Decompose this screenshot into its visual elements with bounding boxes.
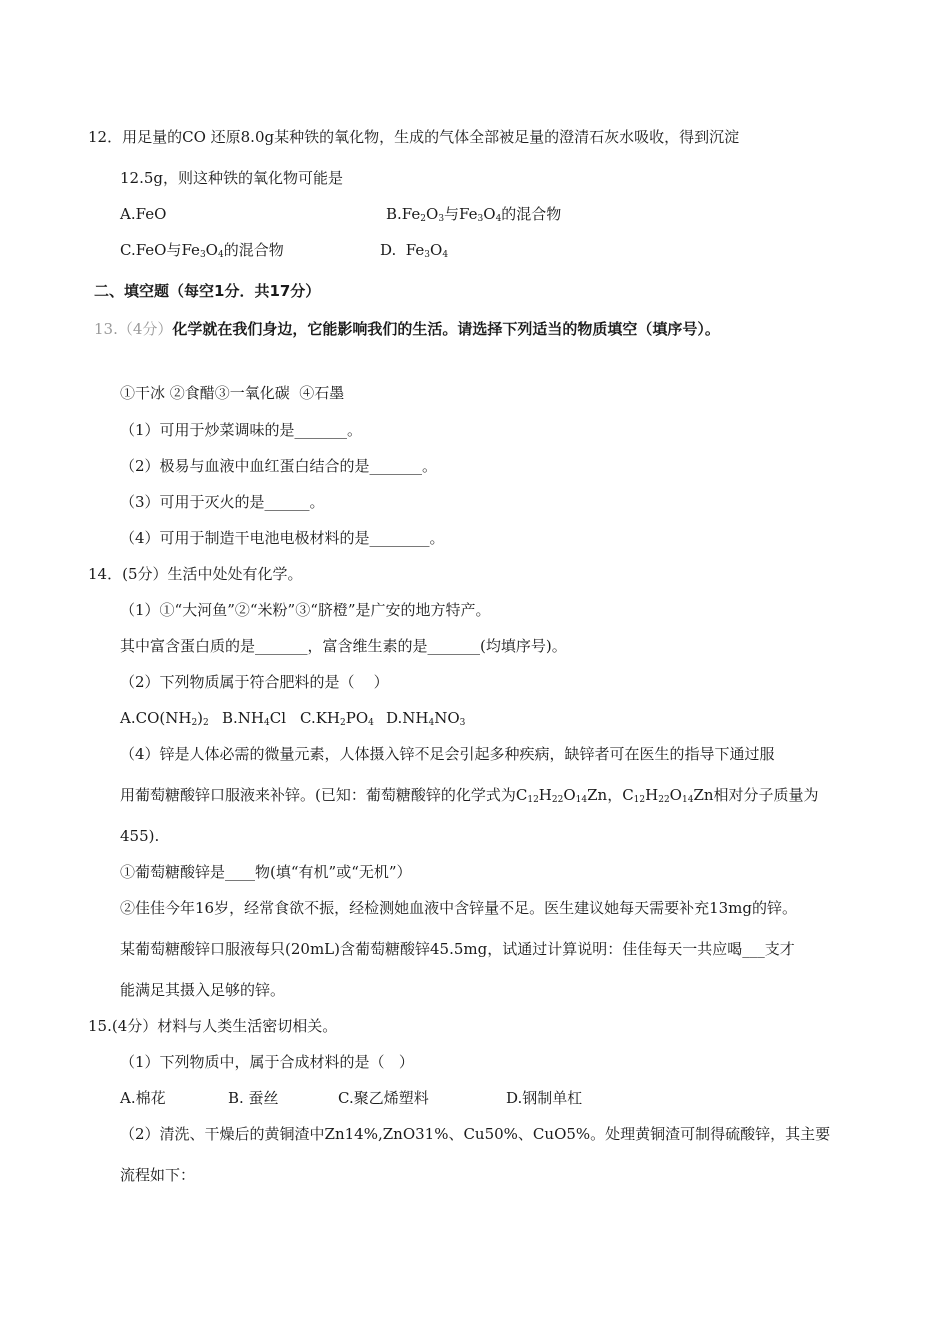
q13-blank-4: （4）可用于制造干电池电极材料的是________。	[120, 529, 445, 547]
q13-blank-3: （3）可用于灭火的是______。	[120, 493, 325, 511]
q13-number: 13.（4分）	[94, 320, 173, 338]
q15-title: 15.(4分）材料与人类生活密切相关。	[88, 1017, 338, 1035]
q14-option-a: $A.CO(NH_2)_2$	[120, 709, 209, 728]
q12-stem-line1: 12．用足量的CO 还原8.0g某种铁的氧化物，生成的气体全部被足量的澄清石灰水吸收，得到沉淀	[88, 128, 740, 146]
q14-part1: （1）①“大河鱼”②“米粉”③“脐橙”是广安的地方特产。	[120, 601, 491, 619]
q15-option-c: C.聚乙烯塑料	[338, 1089, 429, 1107]
q12-stem-line2: 12.5g，则这种铁的氧化物可能是	[120, 169, 344, 187]
q15-part2-line2: 流程如下：	[120, 1166, 196, 1184]
q13-blank-1: （1）可用于炒菜调味的是_______。	[120, 421, 363, 439]
q14-part4-line2: 用葡萄糖酸锌口服液来补锌。(已知：葡萄糖酸锌的化学式为$C_{12}H_{22}O_{14}Zn$，$C_{12}H_{22}O_{14}Zn$相对分子质量为	[120, 786, 819, 805]
q14-part1-blanks: 其中富含蛋白质的是_______，富含维生素的是_______(均填序号)。	[120, 637, 567, 655]
q15-option-a: A.棉花	[120, 1089, 166, 1107]
q14-option-b: $B.NH_4Cl$	[222, 709, 287, 728]
q14-sub2-line1: ②佳佳今年16岁，经常食欲不振，经检测她血液中含锌量不足。医生建议她每天需要补充13mg的锌。	[120, 899, 798, 917]
q13-choices: ①干冰 ②食醋③一氧化碳 ④石墨	[120, 384, 345, 402]
q14-option-d: $D.NH_4NO_3$	[386, 709, 466, 728]
q13-text: 化学就在我们身边，它能影响我们的生活。请选择下列适当的物质填空（填序号）。	[172, 320, 720, 338]
q14-sub2-line2: 某葡萄糖酸锌口服液每只(20mL)含葡萄糖酸锌45.5mg，试通过计算说明：佳佳每天一共应喝___支才	[120, 940, 795, 958]
q14-part4-line3: 455).	[120, 827, 160, 845]
q14-option-c: $C.KH_2PO_4$	[300, 709, 374, 728]
q12-option-b: $B.Fe_2O_3$与$Fe_3O_4$的混合物	[386, 205, 562, 224]
q14-sub2-line3: 能满足其摄入足够的锌。	[120, 981, 286, 999]
section-title: 二、填空题（每空1分．共17分）	[94, 282, 321, 300]
q15-option-b: B. 蚕丝	[228, 1089, 279, 1107]
q15-part1: （1）下列物质中，属于合成材料的是（ ）	[120, 1053, 414, 1071]
q14-part4-line1: （4）锌是人体必需的微量元素，人体摄入锌不足会引起多种疾病，缺锌者可在医生的指导下通过服	[120, 745, 775, 763]
q13-stem	[94, 319, 720, 339]
q13-blank-2: （2）极易与血液中血红蛋白结合的是_______。	[120, 457, 438, 475]
q12-option-d: D. $Fe_3O_4$	[380, 241, 449, 260]
q14-title: 14．(5分）生活中处处有化学。	[88, 565, 303, 583]
q14-part2: （2）下列物质属于符合肥料的是（ ）	[120, 673, 389, 691]
q12-option-c: C.FeO与$Fe_3O_4$的混合物	[120, 241, 284, 260]
q15-option-d: D.钢制单杠	[506, 1089, 583, 1107]
q15-part2-line1: （2）清洗、干燥后的黄铜渣中Zn14%,ZnO31%、Cu50%、CuO5%。处理黄铜渣可制得硫酸锌，其主要	[120, 1125, 831, 1143]
q12-option-a: A.FeO	[120, 205, 167, 223]
q14-sub1: ①葡萄糖酸锌是____物(填“有机”或“无机”）	[120, 863, 412, 881]
